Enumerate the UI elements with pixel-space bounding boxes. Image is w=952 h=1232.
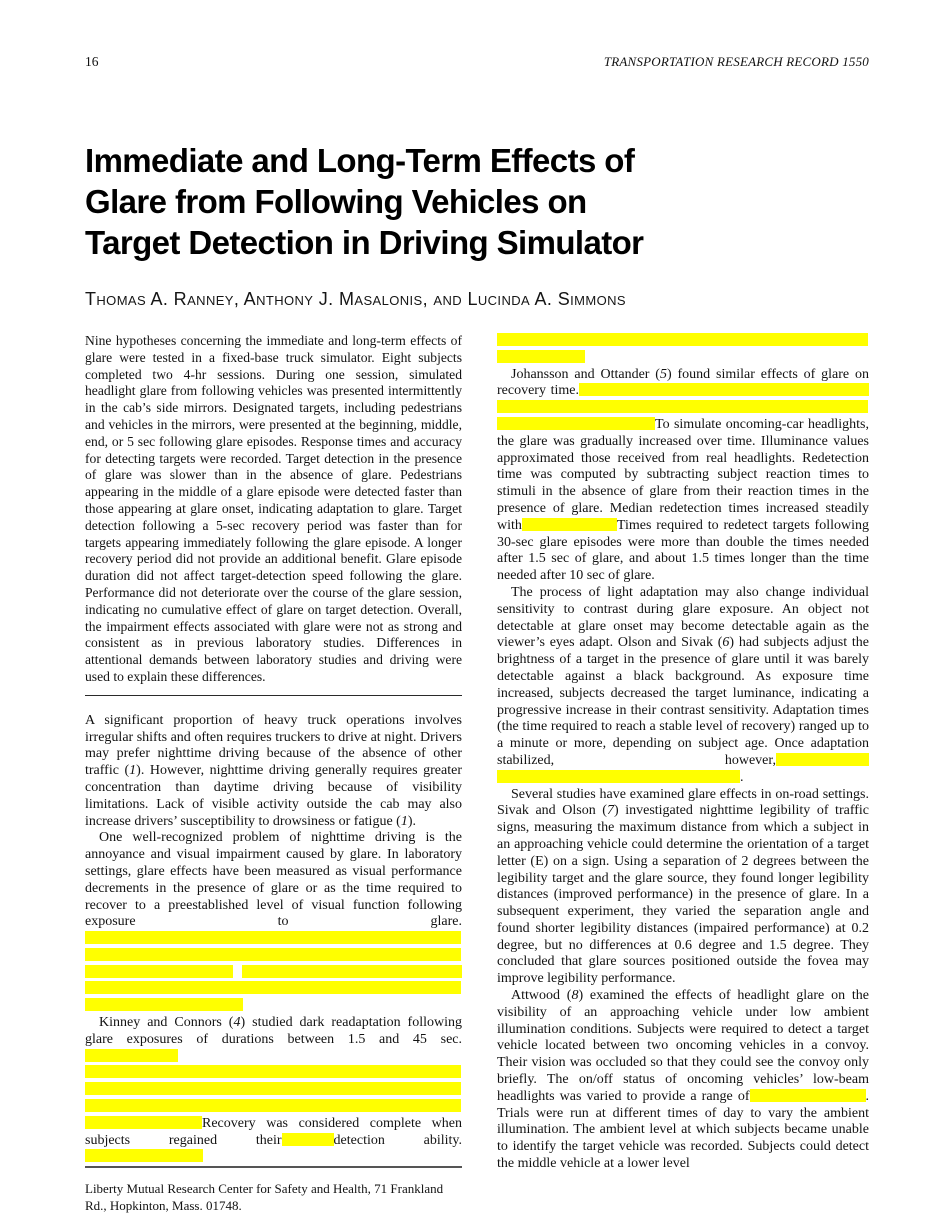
author-affiliation-footnote [85,1166,462,1232]
reference-number: 5 [659,366,667,382]
title-line: Target Detection in Driving Simulator [85,224,644,261]
affiliation-text: Liberty Mutual Research Center for Safety and Health, 71 Frankland Rd., Hopkinton, Mass. 01748. [85,1181,444,1213]
reference-number: 1 [400,813,408,829]
paragraph: A significant proportion of heavy truck operations involves irregular shifts and often requires truckers to drive at night. Drivers may prefer nighttime driving because of the absence of other traffic (1). However, nighttime driving generally requires greater concentration than daytime driving because of visibility limitations. Lack of visible activity outside the cab may also increase drivers’ susceptibility to drowsiness or fatigue (1). [85,712,462,829]
paragraph: Several studies have examined glare effects in on-road settings. Sivak and Olson (7) investigated nighttime legibility of traffic signs, measuring the maximum distance from which a subject in an approaching vehicle could determine the orientation of a target letter (E) on a sign. Using a separation of 2 degrees between the legibility target and the glare source, they found longer legibility distances (improved performance) in the presence of glare. In a subsequent experiment, they varied the separation angle and found shorter legibility distances (impaired performance) at 0.2 degree, but no differences at 0.6 degree and 1.5 degree. They concluded that glare sources positioned outside the fovea may improve legibility performance. [497,786,869,987]
redaction-highlight [750,1089,866,1102]
footnote-rule [85,1166,462,1168]
redaction-highlight [85,1082,461,1095]
redaction-highlight [85,931,461,944]
redaction-highlight [85,1099,461,1112]
redaction-highlight [497,400,868,413]
left-column [85,333,462,1232]
paragraph: Nine hypotheses concerning the immediate and long-term effects of glare were tested in a fixed-base truck simulator. Eight subjects completed two 4-hr sessions. During one session, simulated headlight glare from following vehicles was presented intermittently in the cab’s side mirrors. Designated targets, including pedestrians and vehicles in the mirrors, were presented at the beginning, middle, end, or 5 sec following glare episodes. Response times and accuracy for detecting targets were recorded. Target detection in the presence of glare was slower than in the absence of glare. Pedestrians appearing in the middle of a glare episode were detected faster than those appearing at glare onset, indicating adaptation to glare. Target detection following a 5-sec recovery period was faster than for targets appearing immediately following the glare episode. A longer recovery period did not provide an additional benefit. Glare episode duration did not affect target-detection speed following the glare. Performance did not deteriorate over the course of the glare session, indicating no cumulative effect of glare on target detection. Overall, the impairment effects associated with glare were not as strong and consistent as in previous laboratory studies. Differences in attentional demands between laboratory studies and driving were used to explain these differences. [85,333,462,684]
redaction-highlight [85,965,233,978]
redaction-highlight [497,770,740,783]
redaction-highlight [522,518,617,531]
reference-number: 8 [571,988,579,1004]
redaction-highlight [85,1116,202,1129]
reference-number: 4 [233,1015,241,1031]
right-column [497,333,869,1232]
redaction-highlight [85,1149,203,1162]
paragraph: One well-recognized problem of nighttime driving is the annoyance and visual impairment caused by glare. In laboratory settings, glare effects have been measured as visual performance decrements in the presence of glare or as the time required to recover to a preestablished level of visual function following exposure to glare. [85,830,462,1015]
two-column-body [85,333,869,1232]
abstract [85,333,462,686]
redaction-highlight [497,333,868,346]
paragraph: Attwood (8) examined the effects of headlight glare on the visibility of an approaching vehicle under low ambient illumination conditions. Subjects were required to detect a target vehicle located between two oncoming vehicles in a convoy. Their vision was occluded so that they could see the convoy only briefly. The on/off status of oncoming vehicles’ low-beam headlights was varied to provide a range of . Trials were run at different times of day to vary the ambient illumination. The ambient level at which subjects became unable to identify the target vehicle was recorded. Subjects could detect the middle vehicle at a lower level [497,988,869,1172]
paragraph: Johansson and Ottander (5) found similar effects of glare on recovery time. To simulate oncoming-car headlights, the glare was gradually increased over time. Illuminance values approximated those received from real headlights. Redetection time was computed by subtracting subject reaction times to stimuli in the absence of glare from their reaction times in the presence of glare. Median redetection times increased steadily with Times required to redetect targets following 30-sec glare episodes were more than double the times needed after 1.5 sec of glare, and about 1.5 times longer than the time needed after 10 sec of glare. [497,366,869,584]
redaction-highlight [85,1049,178,1062]
paragraph: Kinney and Connors (4) studied dark readaptation following glare exposures of durations between 1.5 and 45 sec. Recovery was considered complete when subjects regained their detection ability. [85,1015,462,1166]
redaction-highlight [85,1065,461,1078]
authors-line: Thomas A. Ranney, Anthony J. Masalonis, and Lucinda A. Simmons [85,289,626,309]
redaction-highlight [282,1133,334,1146]
paper-title [85,140,869,263]
reference-number: 7 [606,803,614,819]
page-number: 16 [85,54,99,69]
journal-title: TRANSPORTATION RESEARCH RECORD 1550 [603,54,869,69]
redaction-highlight [85,981,461,994]
redaction-highlight [242,965,462,978]
redaction-highlight [497,417,655,430]
reference-number: 6 [722,635,730,651]
abstract-divider-rule [85,695,462,696]
redaction-highlight [579,383,869,396]
introduction-text [85,713,462,1167]
redaction-highlight [85,998,243,1011]
title-line: Immediate and Long-Term Effects of [85,142,635,179]
title-line: Glare from Following Vehicles on [85,183,587,220]
redaction-highlight [85,948,461,961]
paragraph [497,333,869,367]
page-header [85,54,869,70]
redaction-highlight [497,350,585,363]
reference-number: 1 [129,763,137,779]
paragraph: The process of light adaptation may also change individual sensitivity to contrast during glare exposure. An object not detectable at glare onset may become detectable again as the viewer’s eyes adapt. Olson and Sivak (6) had subjects adjust the brightness of a target in the presence of glare until it was barely detectable against a black background. As exposure time increased, subjects decreased the target luminance, indicating a progressive increase in their contrast sensitivity. Adaptation times (the time required to reach a stable level of recovery) ranged up to a minute or more, depending on subject age. Once adaptation stabilized, however, . [497,584,869,785]
redaction-highlight [776,753,869,766]
